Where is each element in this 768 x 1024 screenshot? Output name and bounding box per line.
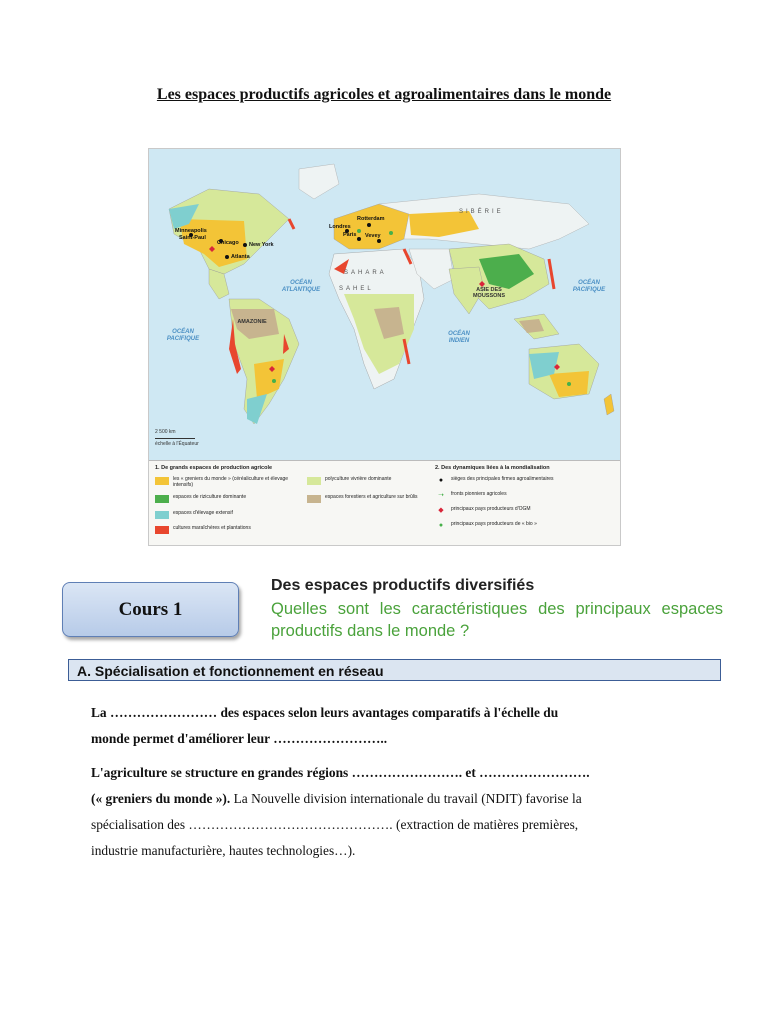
paragraph-2-line-2 xyxy=(91,786,691,812)
map-legend xyxy=(149,460,620,546)
city-rotterdam: Rotterdam xyxy=(357,216,385,222)
ndit-text: La Nouvelle division internationale du travail (NDIT) favorise la xyxy=(230,791,582,806)
green-dot-icon: ● xyxy=(438,522,444,529)
legend-item-greniers: les « greniers du monde » (céréaliculture et élevage intensifs) xyxy=(155,477,305,489)
legend-heading-1: 1. De grands espaces de production agricole xyxy=(155,465,273,471)
city-londres: Londres xyxy=(329,224,351,230)
black-dot-icon: ● xyxy=(438,477,444,484)
cours-heading: Des espaces productifs diversifiés xyxy=(271,577,535,594)
page-title: Les espaces productifs agricoles et agroalimentaires dans le monde xyxy=(156,86,612,103)
green-arrow-icon: ➝ xyxy=(438,492,444,499)
legend-item-riziculture: espaces de riziculture dominante xyxy=(155,495,305,503)
label-ocean-indien: OCÉAN INDIEN xyxy=(448,331,470,344)
swatch-green xyxy=(155,495,169,503)
label-ocean-pacifique-east: OCÉAN PACIFIQUE xyxy=(572,280,606,293)
label-sahel: SAHEL xyxy=(339,286,374,292)
legend-item-forestiers: espaces forestiers et agriculture sur brûlis xyxy=(307,495,427,503)
swatch-teal xyxy=(155,511,169,519)
city-chicago: Chicago xyxy=(217,240,239,246)
city-saint-paul: Saint-Paul xyxy=(179,235,206,241)
legend-item-elevage: espaces d'élevage extensif xyxy=(155,511,305,519)
cours-question: Quelles sont les caractéristiques des principaux espaces productifs dans le monde ? xyxy=(271,600,723,640)
swatch-yellow xyxy=(155,477,169,485)
greniers-du-monde-text: (« greniers du monde »). xyxy=(91,791,231,806)
cours-label: Cours 1 xyxy=(118,598,183,620)
city-atlanta: Atlanta xyxy=(231,254,250,260)
label-asie-moussons: ASIE DES MOUSSONS xyxy=(472,287,506,300)
paragraph-1-line-2: monde permet d'améliorer leur …………………….. xyxy=(91,731,388,746)
city-new-york: New York xyxy=(249,242,274,248)
map-scale xyxy=(155,429,199,447)
legend-item-bio: ● principaux pays producteurs de « bio » xyxy=(435,522,615,529)
label-ocean-pacifique-west: OCÉAN PACIFIQUE xyxy=(166,329,200,342)
section-a-title: A. Spécialisation et fonctionnement en réseau xyxy=(68,659,721,681)
map-graphic xyxy=(149,149,620,460)
cours-badge xyxy=(62,582,239,637)
label-ocean-atlantique: OCÉAN ATLANTIQUE xyxy=(281,280,321,293)
scale-note: échelle à l'Équateur xyxy=(155,440,199,447)
legend-item-polyculture: polyculture vivrière dominante xyxy=(307,477,427,485)
city-minneapolis: Minneapolis xyxy=(175,228,207,234)
label-amazonie: AMAZONIE xyxy=(237,319,267,325)
city-vevey: Vevey xyxy=(365,233,381,239)
city-paris: Paris xyxy=(343,232,357,238)
red-diamond-icon: ◆ xyxy=(438,507,444,514)
legend-item-fronts: ➝ fronts pionniers agricoles xyxy=(435,492,615,499)
label-siberie: SIBÉRIE xyxy=(459,209,504,215)
paragraph-2-line-3: spécialisation des ………………………………………. (extraction de matières premières, xyxy=(91,817,579,832)
legend-item-sieges: ● sièges des principales firmes agroalimentaires xyxy=(435,477,615,484)
world-map xyxy=(148,148,621,546)
swatch-red xyxy=(155,526,169,534)
label-sahara: SAHARA xyxy=(344,270,387,276)
scale-distance: 2 500 km xyxy=(155,429,176,435)
swatch-light-green xyxy=(307,477,321,485)
paragraph-1-line-1: La …………………… des espaces selon leurs avantages comparatifs à l'échelle du xyxy=(91,705,559,720)
swatch-tan xyxy=(307,495,321,503)
legend-item-plantations: cultures maraîchères et plantations xyxy=(155,526,305,534)
paragraph-2-line-4: industrie manufacturière, hautes technologies…). xyxy=(91,843,356,858)
paragraph-2-line-1: L'agriculture se structure en grandes régions ……………………. et ……………………. xyxy=(91,765,590,780)
legend-item-ogm: ◆ principaux pays producteurs d'OGM xyxy=(435,507,615,514)
legend-heading-2: 2. Des dynamiques liées à la mondialisation xyxy=(435,465,550,471)
